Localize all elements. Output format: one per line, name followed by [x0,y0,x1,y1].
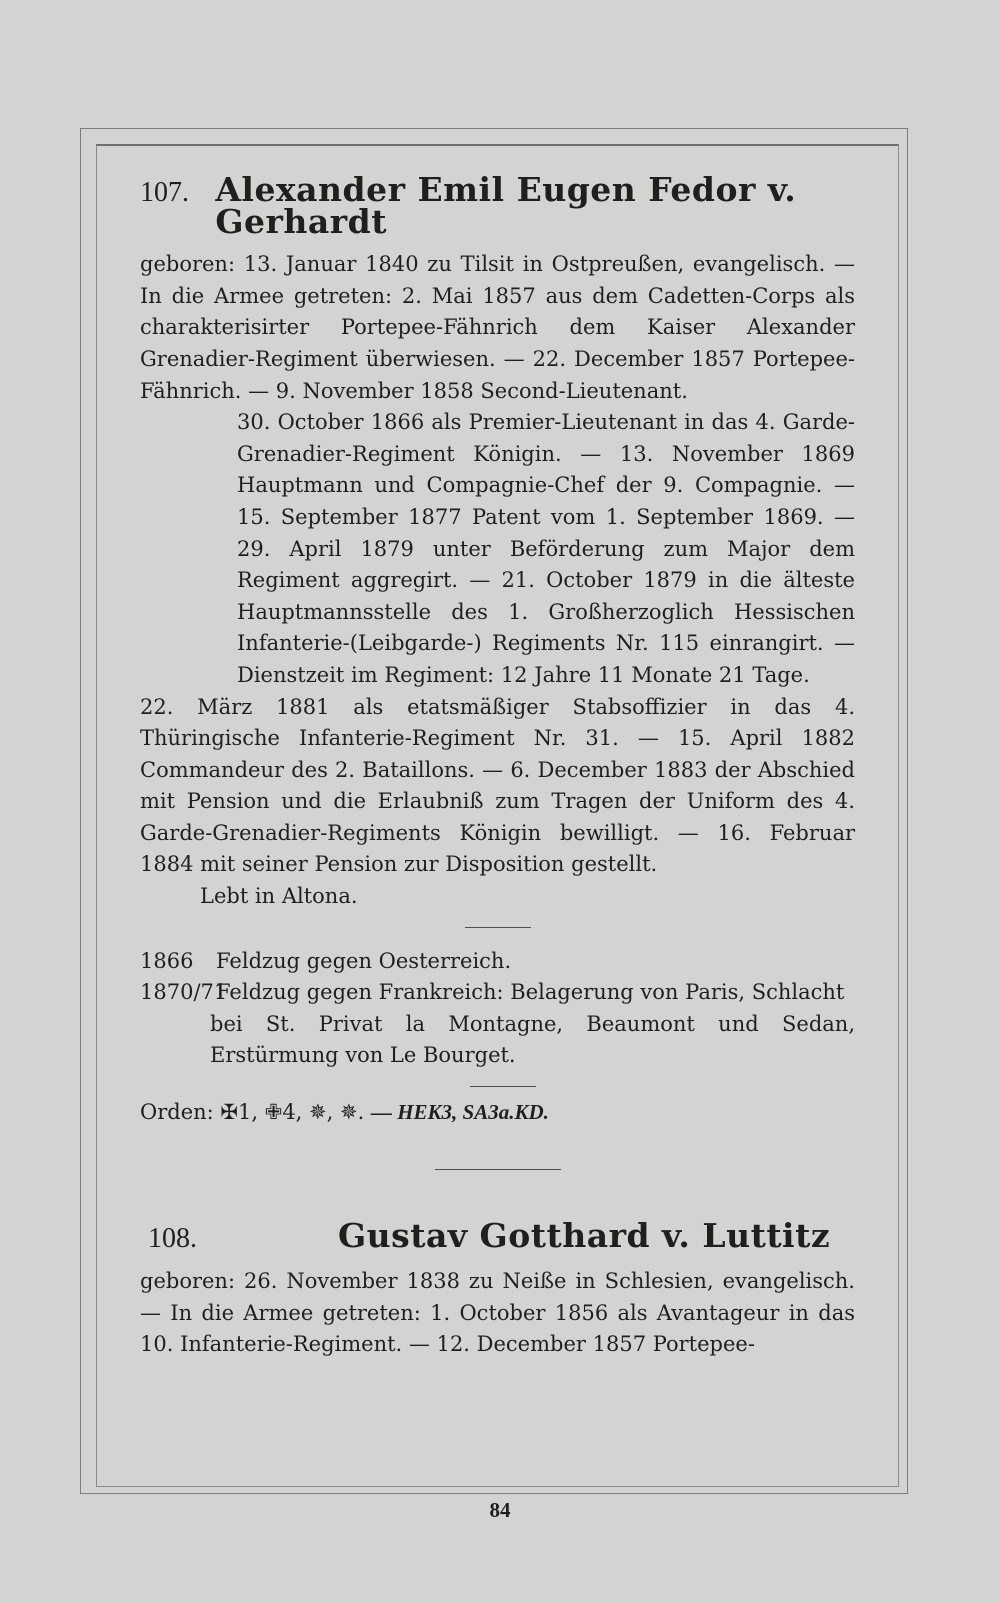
entry-separator-rule [435,1169,561,1170]
entry-107-paragraph-2: 30. October 1866 als Premier-Lieutenant in das 4. Garde-Grenadier-Regiment Königin. — 13. November 1869 Hauptmann und Compagnie-Chef der 9. Compagnie. — 15. September 1877 Patent vom 1. September 1869. — 29. April 1879 unter Beförderung zum Major dem Regiment aggregirt. — 21. October 1879 in die älteste Hauptmannsstelle des 1. Großherzoglich Hessischen Infanterie-(Leibgarde-) Regiments Nr. 115 einrangirt. — Dienstzeit im Regiment: 12 Jahre 11 Monate 21 Tage. [237,410,855,687]
entry-107-name: Alexander Emil Eugen Fedor v. Gerhardt [215,170,797,241]
entry-107-paragraph-3: 22. März 1881 als etatsmäßiger Stabsoffizier in das 4. Thüringische Infanterie-Regiment Nr. 31. — 15. April 1882 Commandeur des 2. Bataillons. — 6. December 1883 der Abschied mit Pension und die Erlaubniß zum Tragen der Uniform des 4. Garde-Grenadier-Regiments Königin bewilligt. — 16. Februar 1884 mit seiner Pension zur Disposition gestellt. [140,694,855,877]
separator-rule [470,1086,536,1087]
page-content [140,150,855,1361]
orders-symbols: ✠1, ✙4, ✵, ✵. [220,1100,365,1125]
entry-107-paragraph-1: geboren: 13. Januar 1840 zu Tilsit in Ostpreußen, evangelisch. — In die Armee getreten: 2. Mai 1857 aus dem Cadetten-Corps als charakterisirter Portepee-Fähnrich dem Kaiser Alexander Grenadier-Regiment überwiesen. — 22. December 1857 Portepee-Fähnrich. — 9. November 1858 Second-Lieutenant. [140,252,855,403]
orders-label: Orden: [140,1100,214,1125]
entry-108-paragraph-1: geboren: 26. November 1838 zu Neiße in Schlesien, evangelisch. — In die Armee getreten: 1. October 1856 als Avantageur in das 10. Infanterie-Regiment. — 12. December 1857 Portepee- [140,1269,855,1357]
orders-abbreviations: — HEK3, SA3a.KD. [370,1100,549,1125]
campaign-year: 1870/71 [140,980,228,1005]
entry-107-residence: Lebt in Altona. [200,884,358,909]
entry-108-heading [140,1215,855,1255]
campaign-1866 [140,946,855,978]
campaign-1870 [140,977,855,1009]
campaign-continuation: bei St. Privat la Montagne, Beaumont und Sedan, Erstürmung von Le Bourget. [210,1011,855,1068]
orders-line [140,1097,855,1129]
campaign-text: Feldzug gegen Frankreich: Belagerung von Paris, Schlacht [216,980,845,1005]
page-number: 84 [489,1498,511,1522]
entry-108-name: Gustav Gotthard v. Luttitz [338,1215,831,1255]
campaign-text: Feldzug gegen Oesterreich. [216,948,512,973]
entry-107-heading [140,170,855,241]
entry-108-number: 108. [148,1222,197,1254]
entry-107-number: 107. [140,177,189,208]
separator-rule [465,927,531,928]
campaign-year: 1866 [140,948,194,973]
